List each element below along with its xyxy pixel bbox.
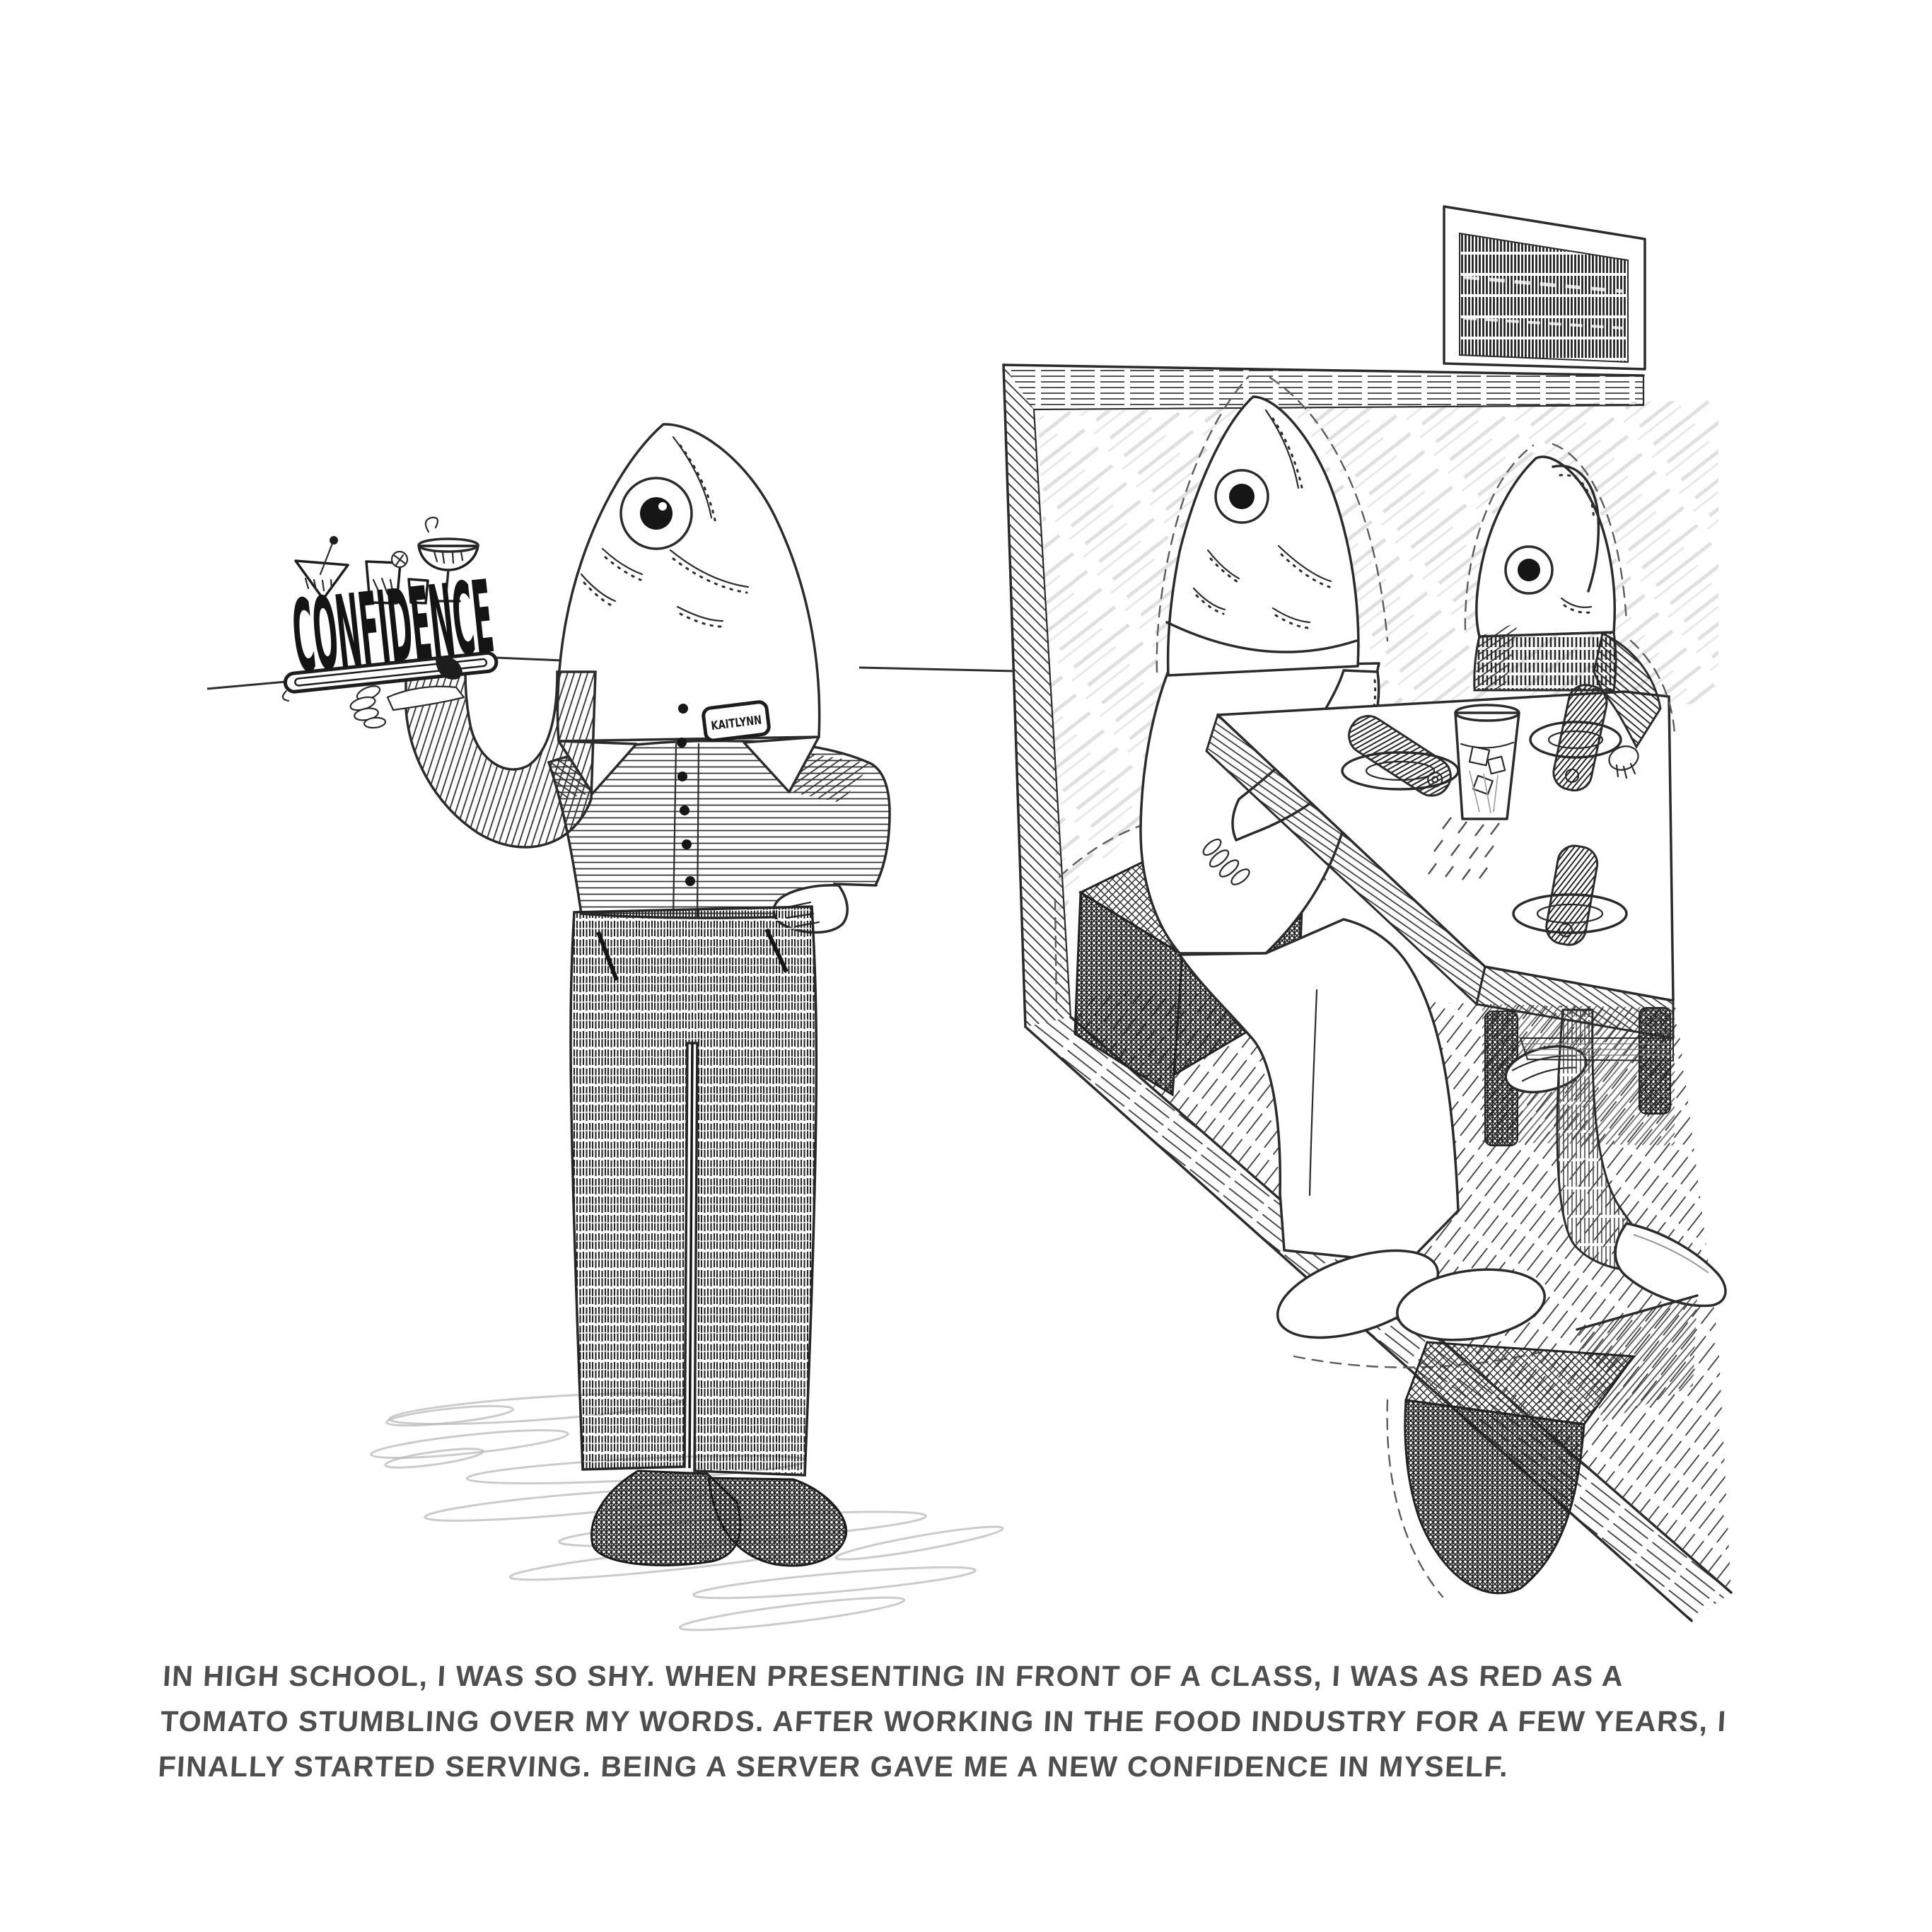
server-fish-head — [557, 424, 819, 741]
server-figure — [207, 424, 1015, 1636]
big-fish-pupil — [1229, 484, 1255, 509]
framed-picture — [1444, 206, 1645, 369]
caption-block — [157, 1653, 1805, 1789]
table-apron — [1520, 1038, 1673, 1061]
server-pants-shape — [571, 907, 816, 1475]
tray-label-text — [287, 559, 498, 696]
partition-top-band — [1003, 365, 1643, 409]
server-pants — [571, 907, 816, 1475]
server-name-tag — [703, 702, 778, 742]
caption-line-2: TOMATO STUMBLING OVER MY WORDS. AFTER WORKING IN THE FOOD INDUSTRY FOR A FEW YEARS, I — [159, 1705, 1728, 1738]
server-shoes — [592, 1471, 846, 1566]
booth-scene — [1003, 206, 1731, 1621]
caption-line-1: IN HIGH SCHOOL, I WAS SO SHY. WHEN PRESENTING IN FRONT OF A CLASS, I WAS AS RED AS A — [162, 1660, 1625, 1692]
small-fish-pupil — [1518, 559, 1540, 581]
server-pupil — [640, 497, 673, 530]
name-tag-text: KAITLYNN — [710, 711, 778, 734]
caption-line-3: FINALLY STARTED SERVING. BEING A SERVER GAVE ME A NEW CONFIDENCE IN MYSELF. — [157, 1750, 1510, 1783]
